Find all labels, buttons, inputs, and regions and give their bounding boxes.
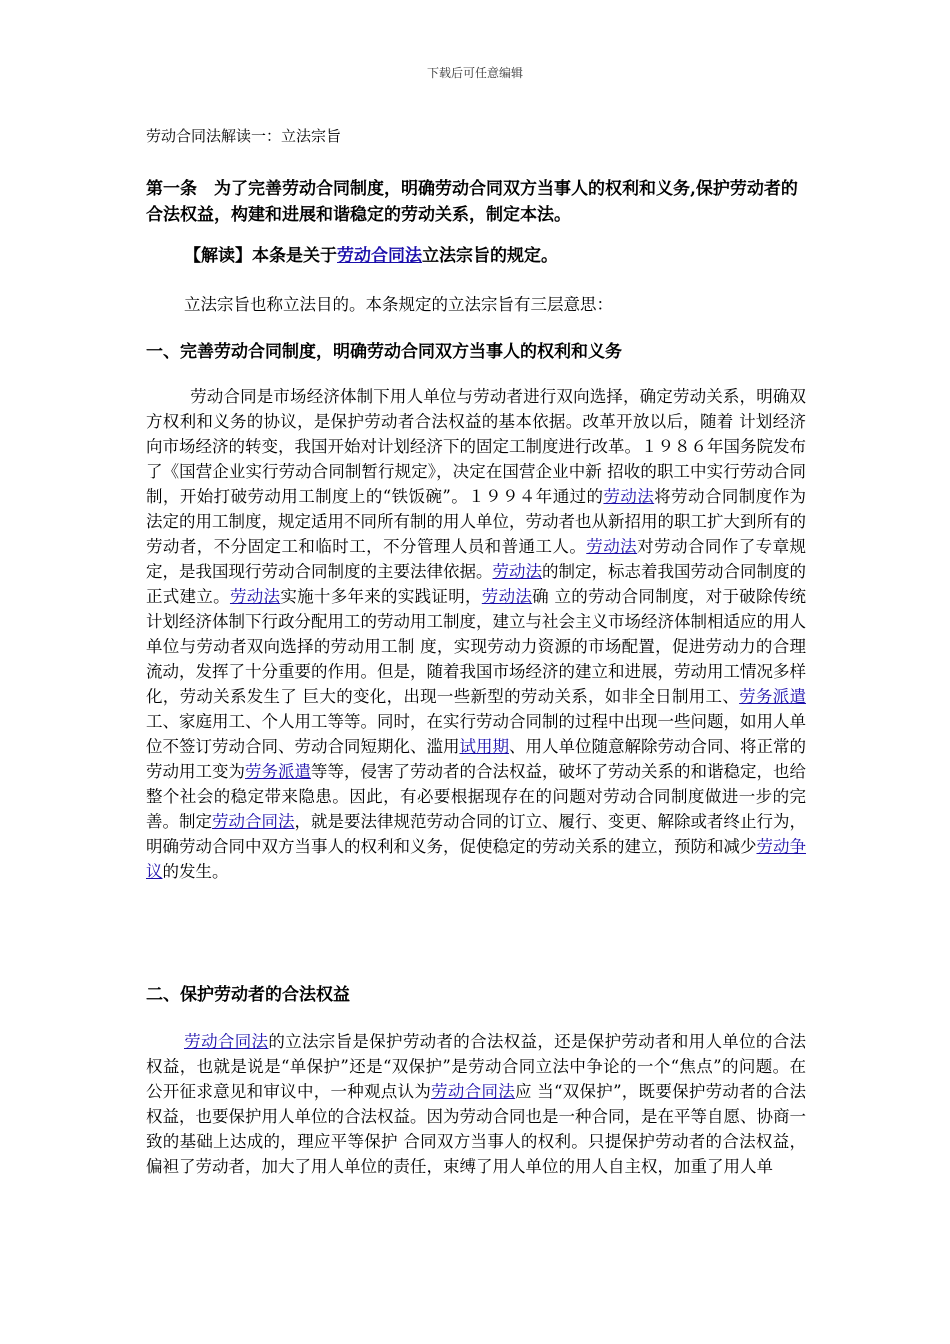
inline-law-link[interactable]: 劳动法 (586, 537, 638, 556)
paragraph-text: 、用人单位随意解除劳动合同、将正常的劳动用工变为 (146, 737, 806, 781)
section-one-paragraph (146, 384, 806, 884)
section-two-heading: 二、保护劳动者的合法权益 (146, 985, 350, 1005)
interpretation-prefix: 【解读】本条是关于 (184, 246, 337, 266)
paragraph-text: 对劳动合同作了专章规定，是我国现行劳动合同制度的主要法律依据。 (146, 537, 807, 581)
inline-law-link[interactable]: 劳动合同法 (212, 812, 295, 831)
section-two-paragraph (146, 1029, 806, 1179)
page-header: 下载后可任意编辑 (426, 66, 523, 80)
interpretation-suffix: 立法宗旨的规定。 (422, 246, 558, 266)
paragraph-text: 确 立的劳动合同制度，对于破除传统计划经济体制下行政分配用工的劳动用工制度，建立与社会主义市场经济体制相适应的用人单位与劳动者双向选择的劳动用工制 度，实现劳动力资源的市场配置，促进劳动力的合理流动，发挥了十分重要的作用。但是，随着我国市场经济的建立和进展，劳动用工情况多样化，劳动关系发生了 巨大的变化，出现一些新型的劳动关系，如非全日制用工、 (146, 587, 807, 706)
paragraph-text: 等等，侵害了劳动者的合法权益，破坏了劳动关系的和谐稳定，也给整个社会的稳定带来隐患。因此，有必要根据现存在的问题对劳动合同制度做进一步的完善。制定 (146, 762, 806, 831)
inline-law-link[interactable]: 劳动法 (481, 587, 533, 606)
inline-law-link[interactable]: 劳动法 (492, 562, 542, 581)
inline-law-link[interactable]: 劳动法 (603, 487, 655, 506)
paragraph-text: 劳动合同是市场经济体制下用人单位与劳动者进行双向选择，确定劳动关系，明确双方权利和义务的协议，是保护劳动者合法权益的基本依据。改革开放以后，随着 计划经济向市场经济的转变，我国开始对计划经济下的固定工制度进行改革。１９８６年国务院发布了《国营企业实行劳动合同制暂行规定》，决定在国营企业中新 招收的职工中实行劳动合同制，开始打破劳动用工制度上的“铁饭碗”。１９９４年通过的 (146, 387, 806, 506)
paragraph-text: 实施十多年来的实践证明， (280, 587, 482, 606)
inline-law-link[interactable]: 劳动合同法 (431, 1082, 515, 1101)
paragraph-text: 应 当“双保护”，既要保护劳动者的合法权益，也要保护用人单位的合法权益。因为劳动合同也是一种合同，是在平等自愿、协商一致的基础上达成的，理应平等保护 合同双方当事人的权利。只提保护劳动者的合法权益，偏袒了劳动者，加大了用人单位的责任，束缚了用人单位的用人自主权，加重了用人单 (146, 1082, 806, 1176)
document-title: 劳动合同法解读一：立法宗旨 (146, 127, 342, 145)
paragraph-text: 的发生。 (162, 862, 229, 881)
article-one: 第一条 为了完善劳动合同制度，明确劳动合同双方当事人的权利和义务,保护劳动者的合法权益，构建和进展和谐稳定的劳动关系，制定本法。 (146, 179, 798, 225)
section-one-heading: 一、完善劳动合同制度，明确劳动合同双方当事人的权利和义务 (146, 342, 622, 362)
labor-contract-law-link[interactable]: 劳动合同法 (337, 246, 422, 266)
paragraph-text: 工、家庭用工、个人用工等等。同时，在实行劳动合同制的过程中出现一些问题，如用人单位不签订劳动合同、劳动合同短期化、滥用 (146, 712, 806, 756)
paragraph-text: 的制定，标志着我国劳动合同制度的正式建立。 (146, 562, 806, 606)
inline-law-link[interactable]: 劳务派遣 (739, 687, 807, 706)
inline-law-link[interactable]: 劳动合同法 (184, 1032, 269, 1051)
paragraph-text: 的立法宗旨是保护劳动者的合法权益，还是保护劳动者和用人单位的合法权益，也就是说是“单保护”还是“双保护”是劳动合同立法中争论的一个“焦点”的问题。在公开征求意见和审议中，一种观点认为 (146, 1032, 807, 1101)
intro-paragraph: 立法宗旨也称立法目的。本条规定的立法宗旨有三层意思： (184, 295, 613, 314)
paragraph-text: ，就是要法律规范劳动合同的订立、履行、变更、解除或者终止行为，明确劳动合同中双方当事人的权利和义务，促使稳定的劳动关系的建立，预防和减少 (146, 812, 806, 856)
inline-law-link[interactable]: 劳务派遣 (245, 762, 311, 781)
inline-law-link[interactable]: 劳动法 (229, 587, 281, 606)
inline-law-link[interactable]: 试用期 (459, 737, 509, 756)
paragraph-text: 将劳动合同制度作为法定的用工制度，规定适用不同所有制的用人单位，劳动者也从新招用的职工扩大到所有的劳动者，不分固定工和临时工，不分管理人员和普通工人。 (146, 487, 807, 556)
inline-law-link[interactable]: 劳动争议 (146, 837, 806, 881)
interpretation-line (184, 244, 558, 268)
